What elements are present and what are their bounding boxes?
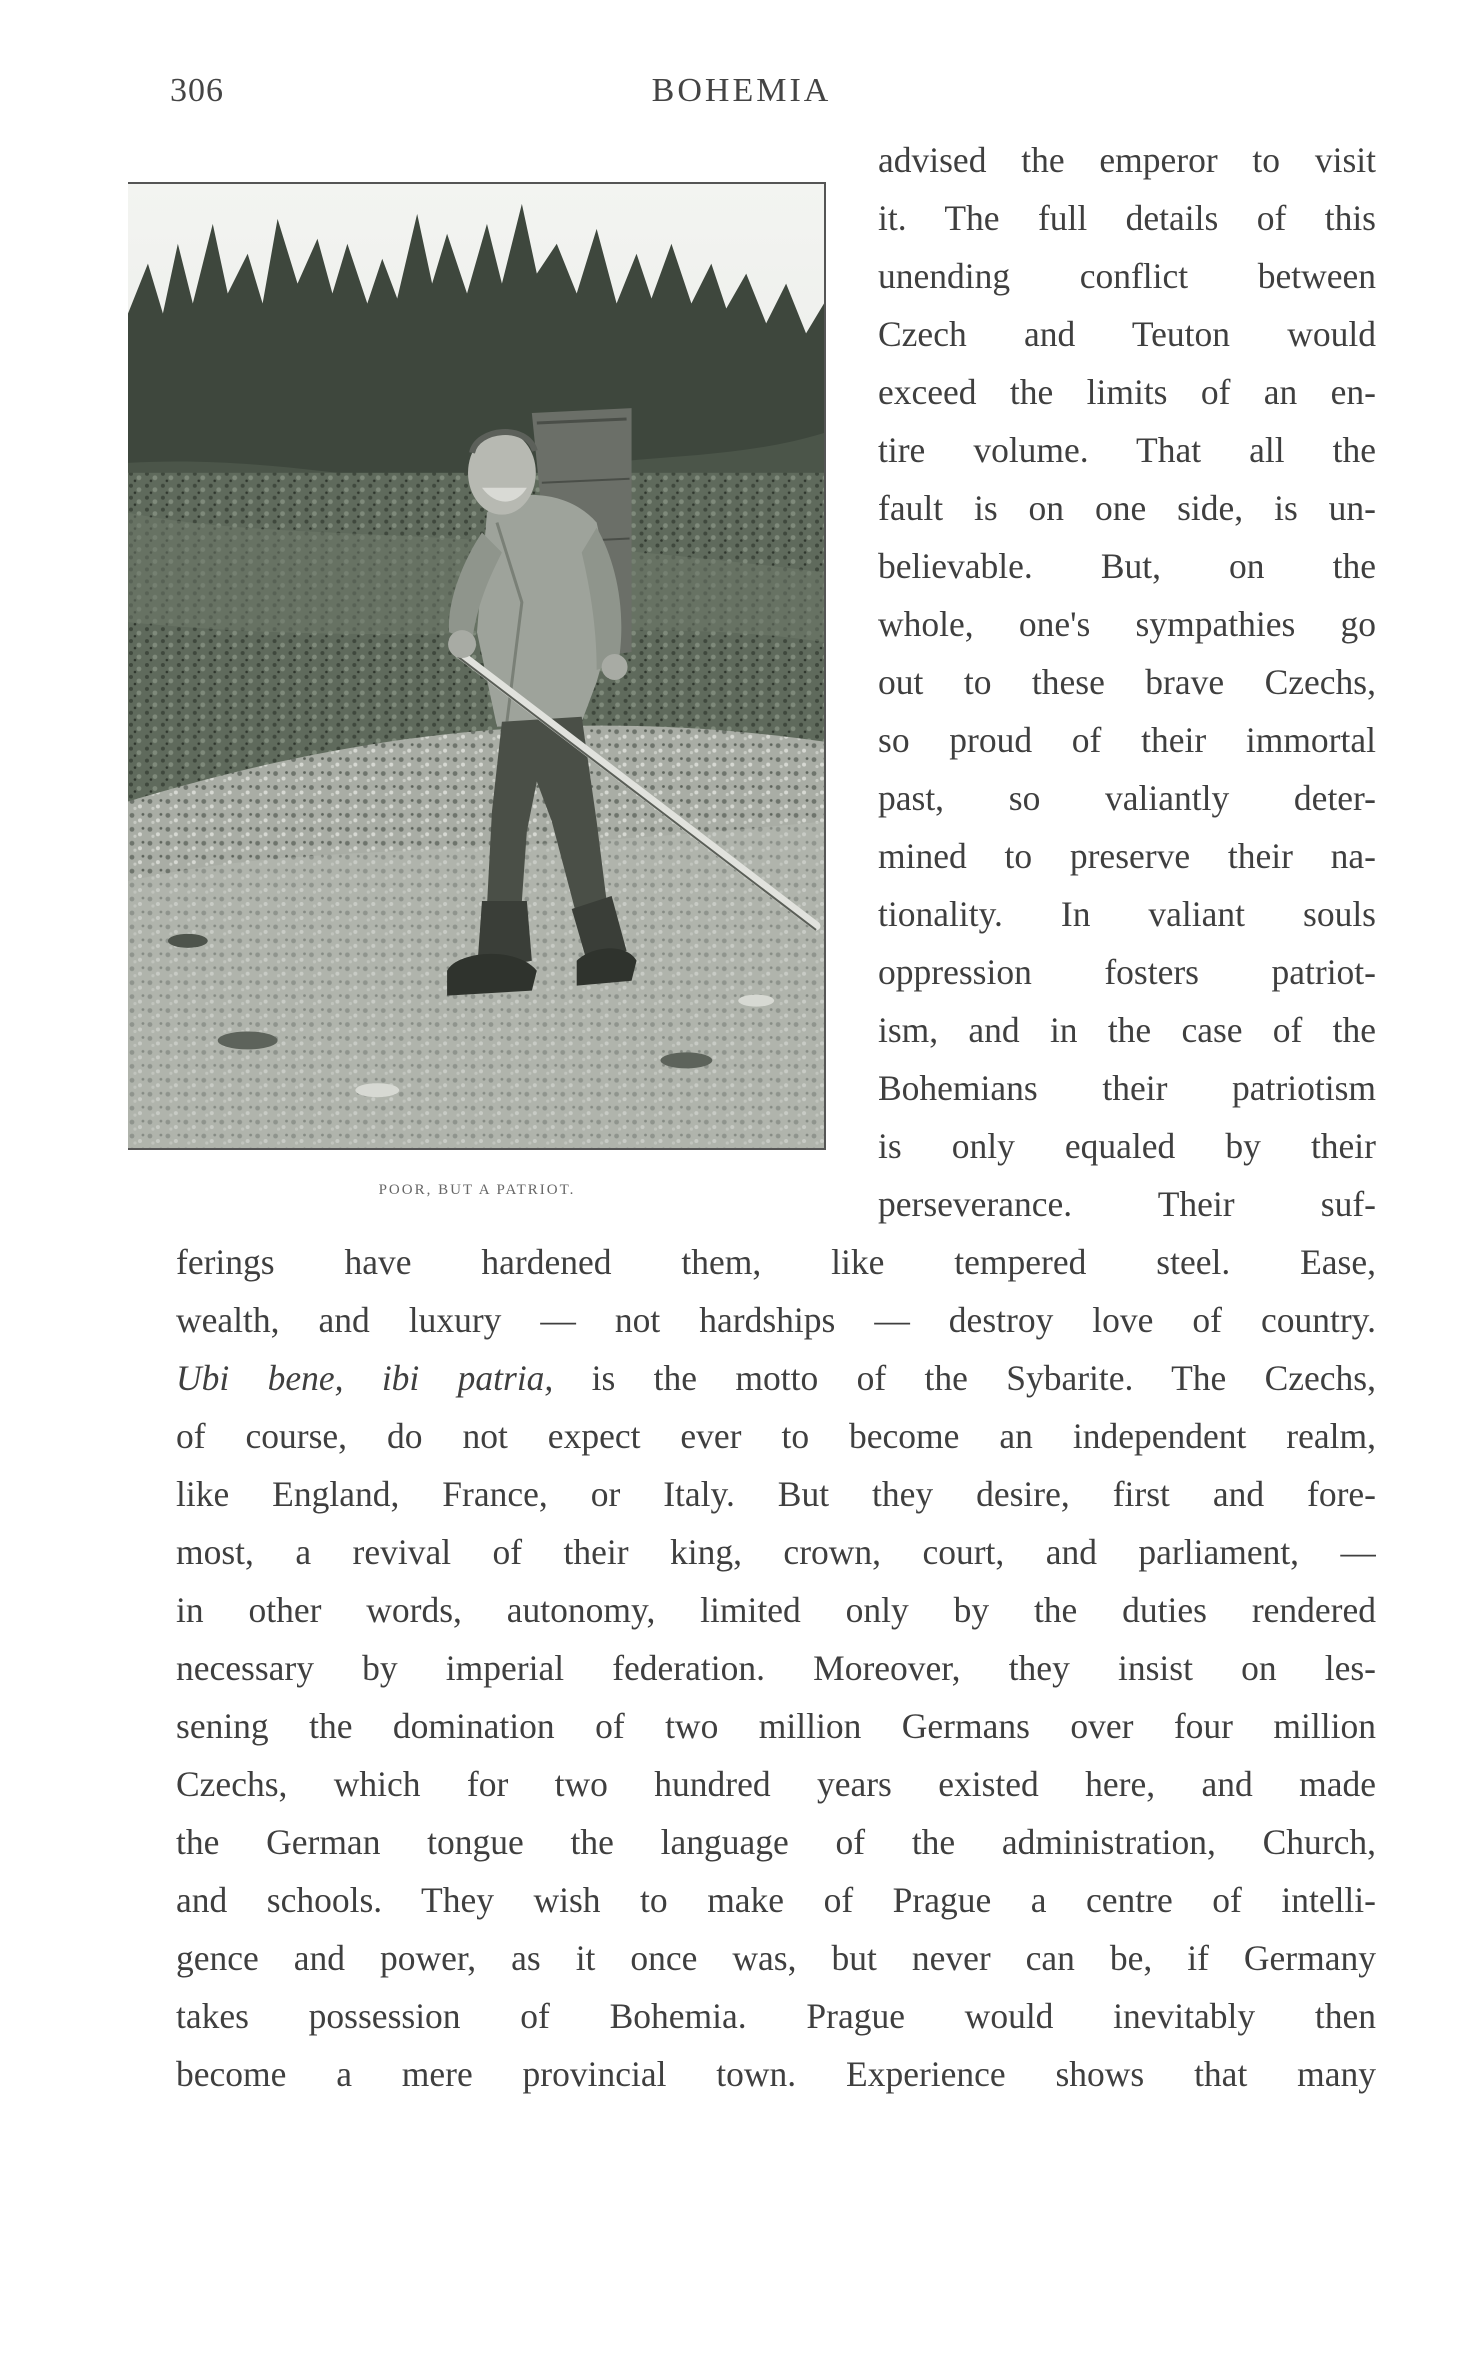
text-line: oppression fosters patriot- xyxy=(878,952,1376,992)
text-line: Czechs, which for two hundred years existed here, and made xyxy=(176,1764,1376,1804)
text-line: unending conflict between xyxy=(878,256,1376,296)
text-line: perseverance. Their suf- xyxy=(878,1184,1376,1224)
text-line: is only equaled by their xyxy=(878,1126,1376,1166)
text-line: of course, do not expect ever to become an independent realm, xyxy=(176,1416,1376,1456)
figure-caption: POOR, BUT A PATRIOT. xyxy=(378,1182,576,1198)
text-line xyxy=(176,1358,1376,1398)
text-line: become a mere provincial town. Experience shows that many xyxy=(176,2054,1376,2094)
text-line: advised the emperor to visit xyxy=(878,140,1376,180)
text-line: believable. But, on the xyxy=(878,546,1376,586)
text-line: so proud of their immortal xyxy=(878,720,1376,760)
text-line: like England, France, or Italy. But they desire, first and fore- xyxy=(176,1474,1376,1514)
text-line: takes possession of Bohemia. Prague would inevitably then xyxy=(176,1996,1376,2036)
running-head: BOHEMIA xyxy=(651,72,832,109)
text-line: Bohemians their patriotism xyxy=(878,1068,1376,1108)
text-line: exceed the limits of an en- xyxy=(878,372,1376,412)
page-number: 306 xyxy=(170,72,224,109)
text-line: tire volume. That all the xyxy=(878,430,1376,470)
text-line: sening the domination of two million Germans over four million xyxy=(176,1706,1376,1746)
photo-figure xyxy=(128,182,826,1150)
text-line: necessary by imperial federation. Moreover, they insist on les- xyxy=(176,1648,1376,1688)
text-line: fault is on one side, is un- xyxy=(878,488,1376,528)
text-line: out to these brave Czechs, xyxy=(878,662,1376,702)
photo-old-man-with-basket xyxy=(128,184,824,1148)
text-line: and schools. They wish to make of Prague a centre of intelli- xyxy=(176,1880,1376,1920)
text-line: mined to preserve their na- xyxy=(878,836,1376,876)
text-line: whole, one's sympathies go xyxy=(878,604,1376,644)
text-line: the German tongue the language of the administration, Church, xyxy=(176,1822,1376,1862)
text-line: in other words, autonomy, limited only by the duties rendered xyxy=(176,1590,1376,1630)
text-line: past, so valiantly deter- xyxy=(878,778,1376,818)
text-line: it. The full details of this xyxy=(878,198,1376,238)
text-line: gence and power, as it once was, but never can be, if Germany xyxy=(176,1938,1376,1978)
text-line: Czech and Teuton would xyxy=(878,314,1376,354)
text-line: ism, and in the case of the xyxy=(878,1010,1376,1050)
latin-phrase: Ubi bene, ibi patria, xyxy=(176,1358,554,1398)
text-line: tionality. In valiant souls xyxy=(878,894,1376,934)
text-line: wealth, and luxury — not hardships — destroy love of country. xyxy=(176,1300,1376,1340)
text-line: most, a revival of their king, crown, court, and parliament, — xyxy=(176,1532,1376,1572)
text-line: ferings have hardened them, like tempered steel. Ease, xyxy=(176,1242,1376,1282)
text-span: is the motto of the Sybarite. The Czechs, xyxy=(553,1358,1376,1398)
